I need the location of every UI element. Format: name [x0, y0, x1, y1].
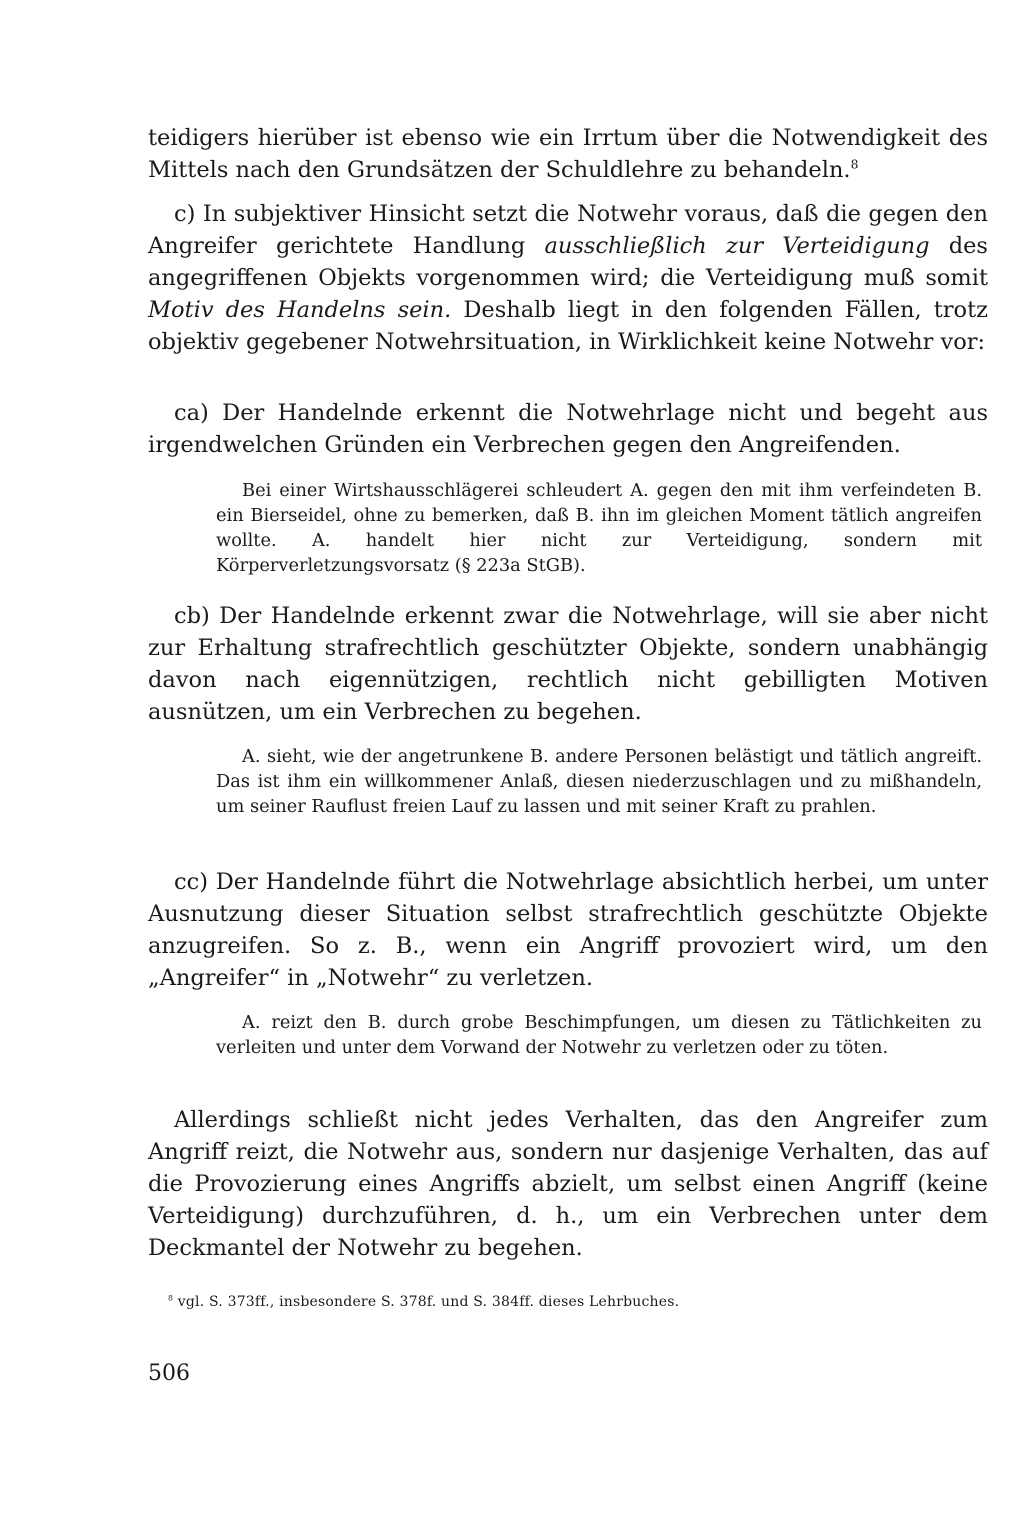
page-number: 506: [148, 1361, 190, 1386]
footnote-text: vgl. S. 373ff., insbesondere S. 378f. und S. 384ff. dieses Lehrbuches.: [173, 1294, 680, 1310]
example-cc: A. reizt den B. durch grobe Beschimpfungen, um diesen zu Tätlichkeiten zu verleiten und unter dem Vorwand der Notwehr zu verletzen oder zu töten.: [216, 1012, 982, 1058]
paragraph-ca: ca) Der Handelnde erkennt die Notwehrlage nicht und begeht aus irgendwelchen Gründen ein Verbrechen gegen den Angreifenden.: [148, 400, 988, 458]
paragraph-c-text-2: des angegriffenen Objekts vorgenommen wird; die Verteidigung muß somit: [148, 233, 988, 291]
paragraph-c-text-3: Deshalb liegt in den folgenden Fällen, trotz objektiv gegebener Notwehrsituation, in Wirklichkeit keine Notwehr vor:: [148, 297, 988, 355]
intro-paragraph: [148, 122, 988, 186]
paragraph-c: [148, 198, 988, 358]
example-cb: A. sieht, wie der angetrunkene B. andere Personen belästigt und tätlich angreift. Das ist ihm ein willkommener Anlaß, diesen niederzuschlagen und zu mißhandeln, um seiner Rauflust freien Lauf zu lassen und mit seiner Kraft zu prahlen.: [216, 746, 982, 817]
paragraph-c-emphasis-1: ausschließlich zur Verteidigung: [544, 233, 930, 259]
intro-text: teidigers hierüber ist ebenso wie ein Irrtum über die Notwendigkeit des Mittels nach den Grundsätzen der Schuldlehre zu behandeln.: [148, 125, 988, 183]
paragraph-c-emphasis-2: Motiv des Handelns sein.: [148, 297, 452, 323]
footnote: [168, 1292, 988, 1312]
paragraph-final: Allerdings schließt nicht jedes Verhalten, das den Angreifer zum Angriff reizt, die Notwehr aus, sondern nur dasjenige Verhalten, das auf die Provozierung eines Angriffs abzielt, um selbst einen Angriff (keine Verteidigung) durchzuführen, d. h., um ein Verbrechen unter dem Deckmantel der Notwehr zu begehen.: [148, 1107, 988, 1261]
footnote-reference: 8: [850, 157, 859, 172]
footnote-marker: 8: [168, 1293, 174, 1303]
paragraph-c-text-1: c) In subjektiver Hinsicht setzt die Notwehr voraus, daß die gegen den Angreifer gerichtete Handlung: [148, 201, 988, 259]
paragraph-cc: cc) Der Handelnde führt die Notwehrlage absichtlich herbei, um unter Ausnutzung dieser Situation selbst strafrechtlich geschützte Objekte anzugreifen. So z. B., wenn ein Angriff provoziert wird, um den „Angreifer“ in „Notwehr“ zu verletzen.: [148, 869, 988, 991]
paragraph-cb: cb) Der Handelnde erkennt zwar die Notwehrlage, will sie aber nicht zur Erhaltung strafrechtlich geschützter Objekte, sondern unabhängig davon nach eigennützigen, rechtlich nicht gebilligten Motiven ausnützen, um ein Verbrechen zu begehen.: [148, 603, 988, 725]
example-ca: Bei einer Wirtshausschlägerei schleudert A. gegen den mit ihm verfeindeten B. ein Bierseidel, ohne zu bemerken, daß B. ihn im gleichen Moment tätlich angreifen wollte. A. handelt hier nicht zur Verteidigung, sondern mit Körperverletzungsvorsatz (§ 223a StGB).: [216, 480, 982, 576]
